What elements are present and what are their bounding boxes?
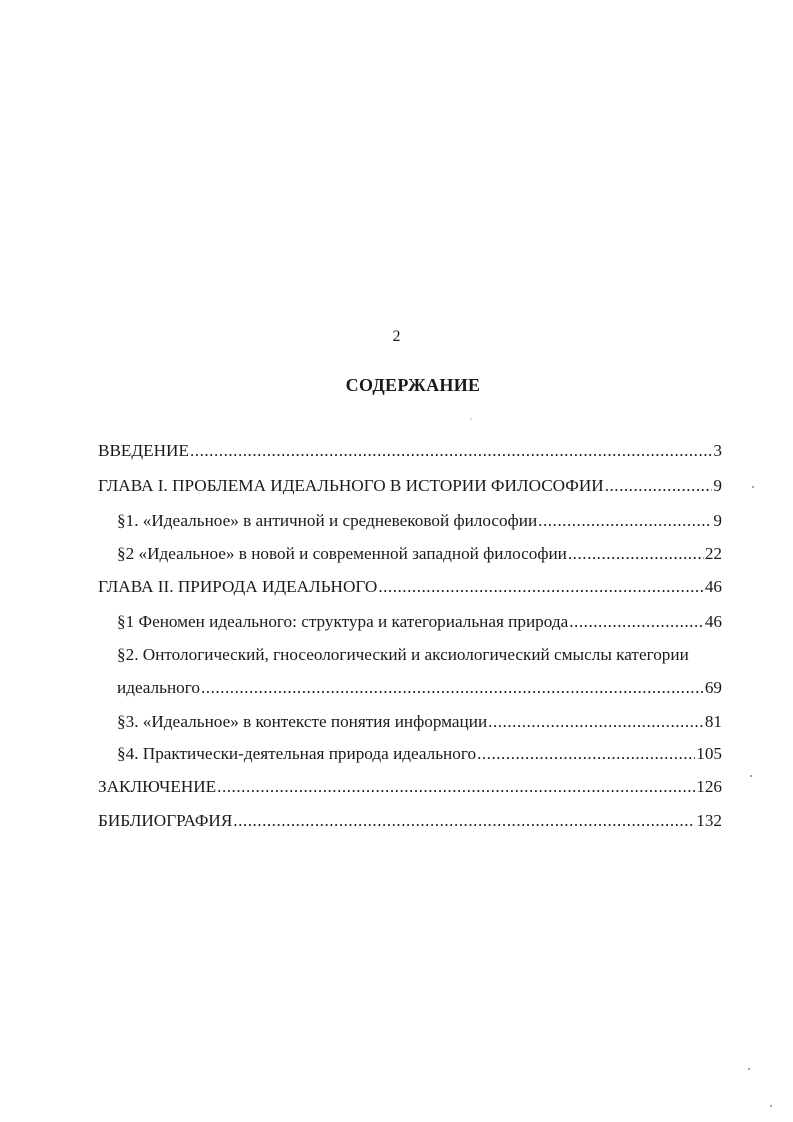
toc-entry-page: 81 bbox=[704, 712, 722, 731]
toc-title: СОДЕРЖАНИЕ bbox=[345, 375, 481, 395]
scan-speck bbox=[470, 418, 472, 420]
scan-speck bbox=[748, 1068, 750, 1070]
toc-entry-section-1-2[interactable] bbox=[117, 543, 722, 565]
toc-entry-label: §1. «Идеальное» в античной и средневековой философии bbox=[117, 511, 538, 530]
toc-entry-section-1-1[interactable] bbox=[117, 510, 722, 532]
toc-entry-introduction[interactable] bbox=[98, 440, 722, 462]
toc-entry-page: 46 bbox=[704, 577, 722, 596]
toc-entry-bibliography[interactable] bbox=[98, 810, 722, 832]
toc-entry-label: §3. «Идеальное» в контексте понятия информации bbox=[117, 712, 488, 731]
toc-leader-dots bbox=[477, 743, 695, 765]
scan-speck bbox=[752, 486, 754, 488]
toc-leader-dots bbox=[217, 776, 695, 798]
toc-leader-dots bbox=[488, 711, 704, 733]
toc-leader-dots bbox=[538, 510, 712, 532]
toc-entry-chapter-1[interactable] bbox=[98, 475, 722, 497]
page-number: 2 bbox=[392, 328, 401, 345]
toc-entry-label: БИБЛИОГРАФИЯ bbox=[98, 811, 233, 830]
toc-entry-section-2-2-line1[interactable]: §2. Онтологический, гносеологический и аксиологический смыслы категории bbox=[117, 645, 689, 664]
toc-entry-page: 9 bbox=[713, 476, 722, 495]
toc-entry-page: 126 bbox=[696, 777, 722, 796]
toc-entry-conclusion[interactable] bbox=[98, 776, 722, 798]
toc-leader-dots bbox=[190, 440, 712, 462]
toc-entry-section-2-4[interactable] bbox=[117, 743, 722, 765]
toc-entry-label: §4. Практически-деятельная природа идеального bbox=[117, 744, 477, 763]
toc-entry-label: ГЛАВА II. ПРИРОДА ИДЕАЛЬНОГО bbox=[98, 577, 378, 596]
toc-entry-page: 46 bbox=[704, 612, 722, 631]
toc-entry-section-2-2[interactable] bbox=[117, 677, 722, 699]
toc-entry-section-2-3[interactable] bbox=[117, 711, 722, 733]
toc-leader-dots bbox=[605, 475, 713, 497]
toc-entry-page: 22 bbox=[704, 544, 722, 563]
toc-entry-label: ГЛАВА I. ПРОБЛЕМА ИДЕАЛЬНОГО В ИСТОРИИ ФИЛОСОФИИ bbox=[98, 476, 604, 495]
toc-leader-dots bbox=[378, 576, 704, 598]
toc-entry-page: 105 bbox=[696, 744, 722, 763]
toc-entry-label: §2 «Идеальное» в новой и современной западной философии bbox=[117, 544, 567, 563]
toc-leader-dots bbox=[569, 611, 704, 633]
toc-entry-section-2-1[interactable] bbox=[117, 611, 722, 633]
scan-speck bbox=[770, 1105, 772, 1107]
toc-leader-dots bbox=[233, 810, 695, 832]
toc-entry-chapter-2[interactable] bbox=[98, 576, 722, 598]
toc-entry-page: 3 bbox=[713, 441, 722, 460]
toc-entry-page: 132 bbox=[696, 811, 722, 830]
toc-entry-page: 9 bbox=[713, 511, 722, 530]
toc-leader-dots bbox=[568, 543, 704, 565]
toc-entry-label: ВВЕДЕНИЕ bbox=[98, 441, 189, 460]
toc-entry-page: 69 bbox=[704, 678, 722, 697]
scan-speck bbox=[750, 775, 752, 777]
toc-entry-label: ЗАКЛЮЧЕНИЕ bbox=[98, 777, 217, 796]
toc-entry-label: идеального bbox=[117, 678, 200, 697]
toc-entry-label: §1 Феномен идеального: структура и категориальная природа bbox=[117, 612, 569, 631]
toc-leader-dots bbox=[201, 677, 704, 699]
